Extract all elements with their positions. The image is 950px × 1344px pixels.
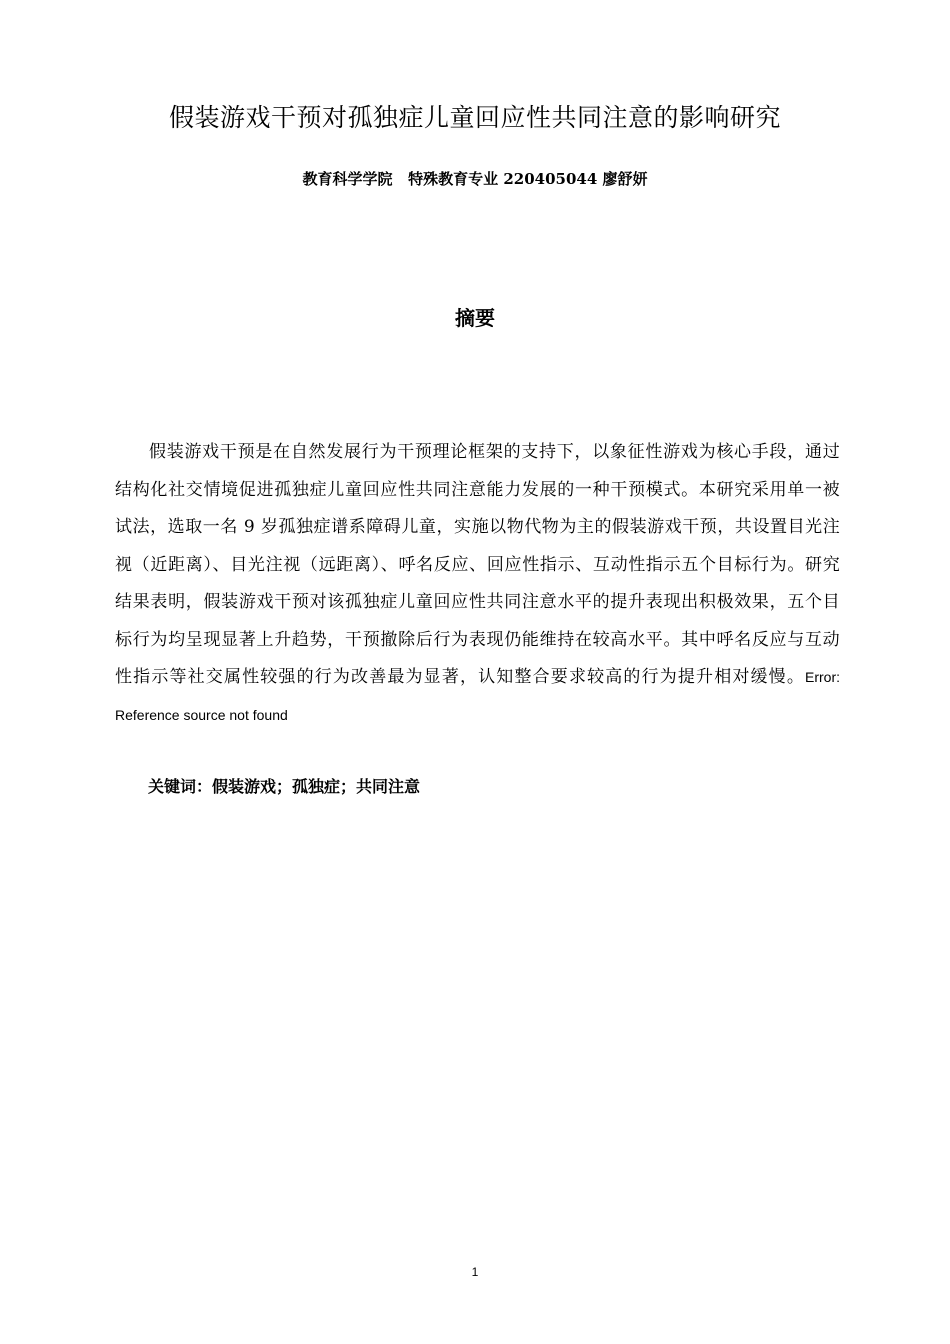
abstract-text: 假装游戏干预是在自然发展行为干预理论框架的支持下，以象征性游戏为核心手段，通过结构化社交情境促进孤独症儿童回应性共同注意能力发展的一种干预模式。本研究采用单一被试法，选取一名 9 岁孤独症谱系障碍儿童，实施以物代物为主的假装游戏干预，共设置目光注视（近距离）、目光注视（远距离）、呼名反应、回应性指示、互动性指示五个目标行为。研究结果表明，假装游戏干预对该孤独症儿童回应性共同注意水平的提升表现出积极效果，五个目标行为均呈现显著上升趋势，干预撤除后行为表现仍能维持在较高水平。其中呼名反应与互动性指示等社交属性较强的行为改善最为显著，认知整合要求较高的行为提升相对缓慢。 bbox=[115, 442, 840, 687]
abstract-paragraph bbox=[115, 434, 840, 734]
author-line: 教育科学学院 特殊教育专业 220405044 廖舒妍 bbox=[302, 170, 648, 188]
paper-title: 假装游戏干预对孤独症儿童回应性共同注意的影响研究 bbox=[168, 103, 781, 132]
abstract-heading: 摘要 bbox=[455, 306, 495, 330]
keywords: 关键词：假装游戏；孤独症；共同注意 bbox=[148, 777, 421, 796]
page-number: 1 bbox=[471, 1265, 479, 1279]
reference-error-note: Error: Reference source not found bbox=[115, 669, 840, 723]
